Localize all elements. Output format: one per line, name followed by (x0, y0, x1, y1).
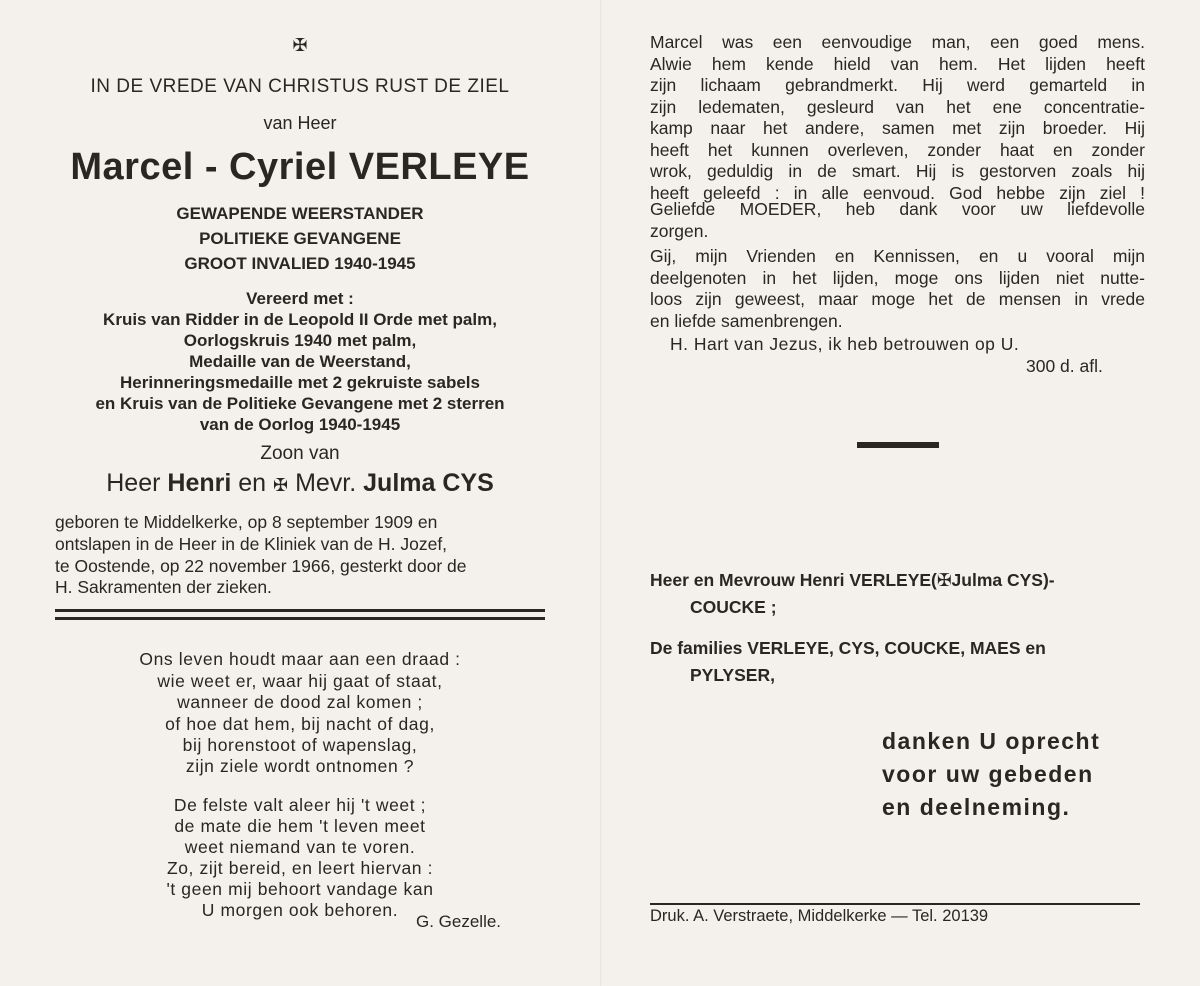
van-heer-line: van Heer (263, 113, 337, 133)
prayer-line: H. Hart van Jezus, ik heb betrouwen op U. (670, 334, 1020, 354)
thanks-line: en deelneming. (882, 794, 1071, 820)
poem-line: zijn ziele wordt ontnomen ? (185, 756, 415, 776)
printer-rule (650, 903, 1140, 905)
text-line: loos zijn geweest, maar moge het de mensen in vrede (650, 289, 1145, 309)
paragraph-tribute (650, 32, 1145, 204)
family-line: De families VERLEYE, CYS, COUCKE, MAES en (650, 638, 1046, 658)
text-line: zijn ledematen, gesleurd van het ene concentratie- (650, 96, 1145, 117)
text-line: Geliefde MOEDER, heb dank voor uw liefdevolle (650, 199, 1145, 219)
cross-icon: ✠ (292, 35, 308, 55)
text-line: Alwie hem kende hield van hem. Het lijden heeft (650, 53, 1145, 74)
text-line: kamp naar het andere, samen met zijn broeder. Hij (650, 118, 1145, 138)
separator-dash (857, 442, 939, 448)
parent-title: Heer (106, 469, 161, 497)
parent-title: Mevr. (295, 469, 357, 497)
text-line: Marcel was een eenvoudige man, een goed mens. (650, 32, 1145, 52)
poem-author: G. Gezelle. (416, 912, 502, 931)
cross-icon: ✠ (273, 475, 289, 495)
divider-rule (55, 609, 545, 612)
honors-heading: Vereerd met : (246, 289, 354, 308)
birth-line: te Oostende, op 22 november 1966, gesterkt door de (55, 556, 467, 576)
birth-line: H. Sakramenten der zieken. (55, 577, 272, 597)
mother-name: Julma CYS (363, 469, 494, 497)
text-line: heeft het kunnen overleven, zonder haat en zonder (650, 139, 1145, 160)
text-line: Gij, mijn Vrienden en Kennissen, en u vooral mijn (650, 246, 1145, 266)
paragraph-friends (650, 246, 1145, 332)
poem-line: 't geen mij behoort vandage kan (166, 879, 434, 899)
parents-line (55, 469, 545, 498)
poem-line: de mate die hem 't leven meet (174, 816, 426, 836)
poem-line: wie weet er, waar hij gaat of staat, (157, 671, 443, 691)
deceased-name: Marcel - Cyriel VERLEYE (70, 146, 530, 188)
honor-item: Oorlogskruis 1940 met palm, (183, 331, 417, 350)
divider-rule (55, 617, 545, 620)
honor-item: Medaille van de Weerstand, (189, 352, 411, 371)
text-line: wrok, geduldig in de smart. Hij is gestorven zoals hij (650, 161, 1145, 181)
text-line: zijn lichaam gebrandmerkt. Hij werd gemarteld in (650, 75, 1145, 95)
zoon-van-line: Zoon van (260, 443, 340, 464)
poem-line: wanneer de dood zal komen ; (177, 692, 423, 712)
title-line: GEWAPENDE WEERSTANDER (176, 204, 424, 223)
indulgence-line: 300 d. afl. (1026, 356, 1103, 376)
honor-item: Herinneringsmedaille met 2 gekruiste sabels (120, 373, 480, 392)
thanks-line: voor uw gebeden (882, 761, 1094, 787)
thanks-line: danken U oprecht (882, 728, 1101, 754)
poem-line: of hoe dat hem, bij nacht of dag, (165, 714, 435, 734)
text-line: en liefde samenbrengen. (650, 310, 843, 331)
poem-line: Zo, zijt bereid, en leert hiervan : (166, 858, 434, 878)
text-line: deelgenoten in het lijden, moge ons lijden niet nutte- (650, 267, 1145, 288)
poem-line: weet niemand van te voren. (184, 837, 416, 857)
title-line: GROOT INVALIED 1940-1945 (184, 254, 416, 273)
family-line: PYLYSER, (690, 665, 775, 685)
paragraph-mother (650, 199, 1145, 242)
printer-credit: Druk. A. Verstraete, Middelkerke — Tel. 20139 (650, 907, 989, 925)
family-line: COUCKE ; (690, 597, 777, 617)
honor-item: Kruis van Ridder in de Leopold II Orde met palm, (103, 310, 497, 329)
poem-line: De felste valt aleer hij 't weet ; (173, 795, 427, 815)
title-line: POLITIEKE GEVANGENE (199, 229, 401, 248)
text-line: heeft geleefd : in alle eenvoud. God hebbe zijn ziel ! (650, 182, 1145, 203)
family-line: Heer en Mevrouw Henri VERLEYE(✠Julma CYS)- (650, 570, 1055, 590)
poem-line: Ons leven houdt maar aan een draad : (139, 649, 461, 669)
intro-line: IN DE VREDE VAN CHRISTUS RUST DE ZIEL (90, 76, 510, 97)
honor-item: van de Oorlog 1940-1945 (199, 415, 401, 434)
honor-item: en Kruis van de Politieke Gevangene met 2 sterren (95, 394, 505, 413)
father-name: Henri (167, 469, 232, 497)
text-line: zorgen. (650, 220, 709, 241)
parents-conjunction: en (238, 469, 267, 497)
poem-line: bij horenstoot of wapenslag, (182, 735, 418, 755)
poem-line: U morgen ook behoren. (201, 900, 399, 920)
birth-line: ontslapen in de Heer in de Kliniek van de H. Jozef, (55, 534, 448, 554)
birth-line: geboren te Middelkerke, op 8 september 1909 en (55, 512, 438, 532)
center-fold (600, 0, 602, 986)
